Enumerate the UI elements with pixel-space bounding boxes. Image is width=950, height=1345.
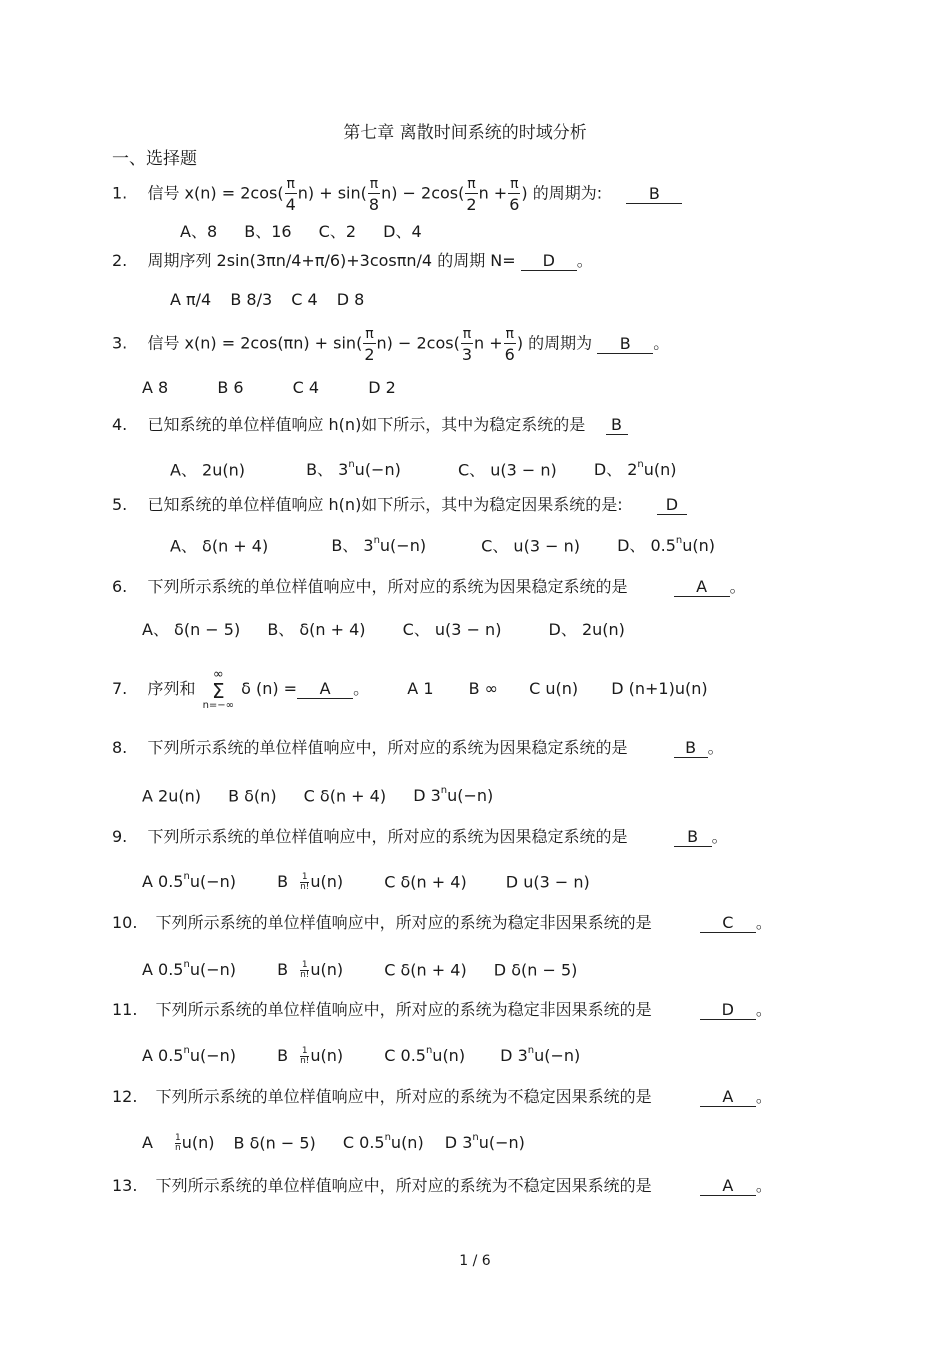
question-number: 11. [112,1000,138,1019]
fraction: $\frac{\pi}{8}$ [368,176,380,214]
question-text: 下列所示系统的单位样值响应中，所对应的系统为因果稳定系统的是 [147,577,628,596]
question-text: 下列所示系统的单位样值响应中，所对应的系统为因果稳定系统的是 [147,827,628,846]
answer-blank: B [606,416,628,435]
option-a: A $0.5^nu(-n)$ [142,1045,236,1066]
question-11-options [142,1042,580,1067]
option-d: D $3^nu(-n)$ [413,785,494,806]
formula-text: n) − 2cos( [376,333,460,353]
option-c: C、2 [318,222,357,241]
question-8-options [142,782,493,807]
section-heading: 一、选择题 [112,149,197,169]
answer-blank: D [521,252,577,271]
question-number: 3. [112,333,128,353]
question-number: 1. [112,183,128,203]
option-b: B、 $3^nu(-n)$ [306,459,401,480]
option-b: B δ(n) [228,786,277,806]
option-c: C 4 [291,290,318,309]
punctuation: 。 [755,913,772,932]
punctuation: 。 [755,1087,772,1106]
option-b: B、 $3^nu(-n)$ [331,535,427,556]
formula-text: n + [478,183,508,203]
question-8 [112,737,724,759]
option-c: C δ(n + 4) [384,960,467,980]
option-a: A 1 [407,679,434,698]
question-3 [112,326,669,362]
summation-symbol: ∞ Σ n=−∞ [202,667,234,711]
question-number: 9. [112,827,128,846]
formula-text: 信号 x(n) = 2cos(πn) + sin( [147,333,363,353]
option-c: C、 u(3 − n) [402,620,502,639]
option-d: D、 2$^n$u(n) [593,459,677,480]
option-c: C、 u(3 − n) [457,460,557,480]
answer-blank: A [297,680,353,699]
punctuation: 。 [755,1000,772,1019]
option-b: B δ(n − 5) [233,1133,316,1153]
option-c: C δ(n + 4) [384,872,467,892]
option-b: B、 δ(n + 4) [267,620,366,639]
answer-blank: A [700,1088,756,1107]
question-text: 下列所示系统的单位样值响应中，所对应的系统为因果稳定系统的是 [147,738,628,757]
answer-blank: C [700,914,756,933]
option-c: C、 u(3 − n) [481,536,580,556]
option-d: D、4 [383,222,422,241]
question-2 [112,250,593,272]
fraction: $\frac{\pi}{3}$ [461,326,473,364]
question-text: 下列所示系统的单位样值响应中，所对应的系统为不稳定因果系统的是 [155,1176,652,1195]
question-number: 7. [112,679,128,698]
option-b: B ∞ [468,679,498,698]
question-6-options [142,619,625,641]
option-d: D δ(n − 5) [493,960,578,980]
formula-text: ) 的周期为 [516,333,593,353]
option-d: D 8 [336,290,365,309]
option-d: D $3^nu(-n)$ [444,1132,525,1153]
option-a: A $0.5^nu(-n)$ [142,959,236,980]
formula-text: n) + sin( [297,183,367,203]
question-number: 12. [112,1087,138,1106]
answer-blank: B [626,185,682,204]
question-5-options [170,532,715,557]
answer-blank: B [674,739,708,758]
punctuation: 。 [729,577,746,596]
answer-blank: D [700,1001,756,1020]
formula-text: δ (n) = [241,679,298,698]
formula-text: n + [474,333,503,353]
option-c: C 0.5$^n$u(n) [342,1132,424,1153]
option-a: A π/4 [170,290,212,309]
question-3-options [142,377,396,399]
option-d: D、 0.5$^n$u(n) [617,535,716,556]
question-number: 6. [112,577,128,596]
punctuation: 。 [755,1176,772,1195]
punctuation: 。 [576,251,593,270]
option-d: D $3^nu(-n)$ [500,1045,581,1066]
answer-blank: B [597,335,653,354]
punctuation: 。 [707,738,724,757]
option-a: A 2u(n) [142,786,201,806]
option-d: D、 2u(n) [548,620,625,639]
chapter-title: 第七章 离散时间系统的时域分析 [343,123,587,143]
question-1 [112,176,682,212]
question-9-options [142,868,590,893]
question-number: 5. [112,495,128,514]
option-a: A、 δ(n + 4) [170,536,269,556]
question-text: 周期序列 2sin(3πn/4+π/6)+3cosπn/4 的周期 N= [147,251,516,270]
fraction: $\frac{\pi}{4}$ [285,176,296,214]
option-b: B、16 [244,222,292,241]
question-4-options [170,456,677,481]
question-6 [112,576,746,598]
option-b: B $\frac{1}{n!}$ u(n) [277,872,344,893]
question-text: 已知系统的单位样值响应 h(n)如下所示，其中为稳定因果系统的是: [147,495,623,514]
question-1-options [180,221,422,243]
option-a: A、 2u(n) [170,460,245,480]
question-10 [112,912,772,934]
punctuation: 。 [711,827,728,846]
option-c: C u(n) [529,679,579,698]
question-number: 8. [112,738,128,757]
question-5 [112,494,687,516]
formula-text: 信号 x(n) = 2cos( [147,183,284,203]
option-b: B $\frac{1}{n!}$ u(n) [277,1046,344,1067]
option-d: D (n+1)u(n) [611,679,708,698]
question-10-options [142,956,577,981]
question-number: 4. [112,415,128,434]
question-number: 10. [112,913,138,932]
option-d: D 2 [368,378,396,397]
question-text: 下列所示系统的单位样值响应中，所对应的系统为稳定非因果系统的是 [155,913,652,932]
fraction: $\frac{\pi}{2}$ [466,176,477,214]
page-number: 1 / 6 [459,1253,491,1269]
answer-blank: D [657,496,687,515]
option-b: B $\frac{1}{n!}$ u(n) [277,960,344,981]
question-9 [112,826,728,848]
question-12-options [142,1129,525,1154]
option-a: A $0.5^nu(-n)$ [142,871,236,892]
question-text: 下列所示系统的单位样值响应中，所对应的系统为不稳定因果系统的是 [155,1087,652,1106]
question-text: 已知系统的单位样值响应 h(n)如下所示，其中为稳定系统的是 [147,415,586,434]
option-c: C 0.5$^n$u(n) [384,1045,466,1066]
question-2-options [170,289,364,311]
option-c: C 4 [292,378,320,397]
question-text: 下列所示系统的单位样值响应中，所对应的系统为稳定非因果系统的是 [155,1000,652,1019]
fraction: $\frac{\pi}{2}$ [364,326,375,364]
question-13 [112,1175,772,1197]
question-4 [112,414,628,436]
option-a: A、8 [180,222,218,241]
fraction: $\frac{\pi}{6}$ [509,176,520,214]
option-a: A、 δ(n − 5) [142,620,241,639]
option-c: C δ(n + 4) [303,786,387,806]
option-a: A $\frac{1}{n}$ u(n) [142,1133,215,1154]
question-11 [112,999,772,1021]
answer-blank: A [700,1177,756,1196]
question-12 [112,1086,772,1108]
option-b: B 8/3 [230,290,273,309]
fraction: $\frac{\pi}{6}$ [504,326,515,364]
answer-blank: A [674,578,730,597]
question-number: 13. [112,1176,138,1195]
option-a: A 8 [142,378,169,397]
question-7 [112,666,708,712]
formula-text: ) 的周期为: [521,183,603,203]
formula-text: n) − 2cos( [381,183,465,203]
punctuation: 。 [653,333,670,353]
answer-blank: B [674,828,712,847]
option-d: D u(3 − n) [505,872,590,892]
question-number: 2. [112,251,128,270]
question-text: 序列和 [147,679,196,698]
punctuation: 。 [353,679,370,698]
option-b: B 6 [217,378,244,397]
